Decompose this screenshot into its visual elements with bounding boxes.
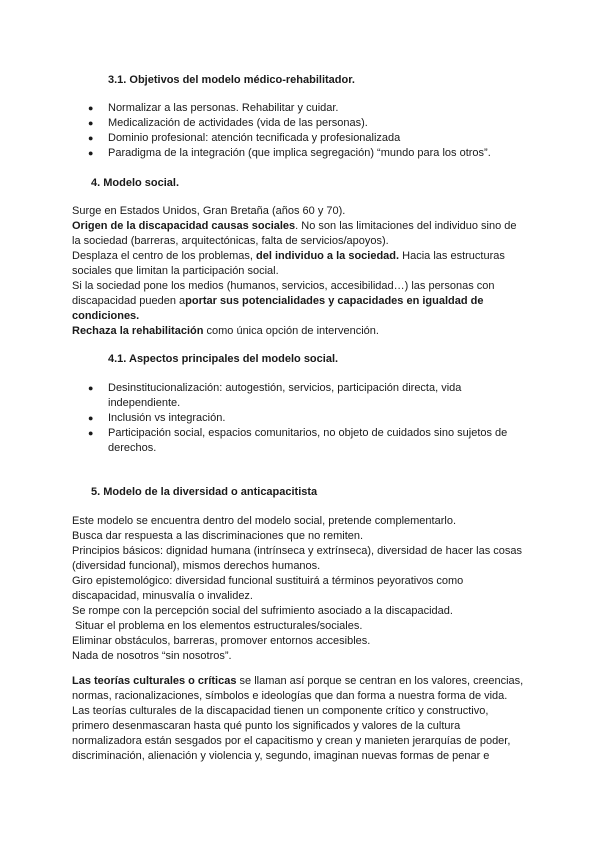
text: Hacia las estructuras bbox=[399, 250, 505, 262]
bullet-icon: ● bbox=[88, 133, 94, 143]
list-item: Dominio profesional: atención tecnificada y profesionalizada bbox=[108, 132, 401, 144]
heading-4-1: 4.1. Aspectos principales del modelo social. bbox=[108, 353, 339, 365]
paragraph-line: normalizadora están sesgados por el capacitismo y crean y manieten jerarquías de poder, bbox=[72, 735, 511, 747]
text: Desplaza el centro de los problemas, bbox=[72, 250, 257, 262]
paragraph-line: (diversidad funcional), mismos derechos humanos. bbox=[72, 560, 321, 572]
paragraph-line: Este modelo se encuentra dentro del modelo social, pretende complementarlo. bbox=[72, 515, 457, 527]
paragraph-line: Se rompe con la percepción social del sufrimiento asociado a la discapacidad. bbox=[72, 605, 453, 617]
bullet-icon: ● bbox=[88, 428, 94, 438]
paragraph-line: discapacidad, minusvalía o invalidez. bbox=[72, 590, 253, 602]
list-item: Inclusión vs integración. bbox=[108, 412, 226, 424]
list-item: Participación social, espacios comunitarios, no objeto de cuidados sino sujetos de bbox=[108, 427, 508, 439]
bold-text: condiciones. bbox=[72, 310, 140, 322]
paragraph-line: Nada de nosotros “sin nosotros”. bbox=[72, 650, 232, 662]
list-item-continuation: derechos. bbox=[108, 442, 157, 454]
paragraph-line bbox=[72, 674, 523, 689]
paragraph-line bbox=[72, 309, 139, 324]
paragraph-line bbox=[72, 324, 379, 339]
paragraph-line: discriminación, alienación y violencia y, segundo, imaginan nuevas formas de penar e bbox=[72, 750, 490, 762]
bold-text: Las teorías culturales o críticas bbox=[72, 675, 237, 687]
bullet-icon: ● bbox=[88, 148, 94, 158]
paragraph-line: Las teorías culturales de la discapacidad tienen un componente crítico y constructivo, bbox=[72, 705, 489, 717]
paragraph-line: Principios básicos: dignidad humana (intrínseca y extrínseca), diversidad de hacer las cosas bbox=[72, 545, 523, 557]
bold-text: Rechaza la rehabilitación bbox=[72, 325, 204, 337]
bullet-icon: ● bbox=[88, 383, 94, 393]
heading-3-1: 3.1. Objetivos del modelo médico-rehabilitador. bbox=[108, 74, 355, 86]
paragraph-line: Si la sociedad pone los medios (humanos, servicios, accesibilidad…) las personas con bbox=[72, 280, 495, 292]
bold-text: del individuo a la sociedad. bbox=[256, 250, 400, 262]
paragraph-line: Surge en Estados Unidos, Gran Bretaña (años 60 y 70). bbox=[72, 205, 346, 217]
list-item: Normalizar a las personas. Rehabilitar y cuidar. bbox=[108, 102, 339, 114]
bold-text: portar sus potencialidades y capacidades en igualdad de bbox=[185, 295, 484, 307]
list-item: Desinstitucionalización: autogestión, servicios, participación directa, vida bbox=[108, 382, 462, 394]
paragraph-line: Eliminar obstáculos, barreras, promover entornos accesibles. bbox=[72, 635, 371, 647]
list-item: Medicalización de actividades (vida de las personas). bbox=[108, 117, 368, 129]
paragraph-line bbox=[72, 219, 517, 234]
bold-text: Origen de la discapacidad causas sociales bbox=[72, 220, 296, 232]
text: discapacidad pueden a bbox=[72, 295, 186, 307]
bullet-icon: ● bbox=[88, 413, 94, 423]
paragraph-line: Busca dar respuesta a las discriminaciones que no remiten. bbox=[72, 530, 364, 542]
paragraph-line: Situar el problema en los elementos estructurales/sociales. bbox=[72, 620, 363, 632]
bullet-icon: ● bbox=[88, 118, 94, 128]
paragraph-line: sociales que limitan la participación social. bbox=[72, 265, 279, 277]
paragraph-line bbox=[72, 249, 505, 264]
bullet-icon: ● bbox=[88, 103, 94, 113]
text: . No son las limitaciones del individuo sino de bbox=[295, 220, 517, 232]
heading-4: 4. Modelo social. bbox=[91, 177, 180, 189]
text: como única opción de intervención. bbox=[203, 325, 379, 337]
paragraph-line: normas, racionalizaciones, símbolos e ideologías que dan forma a nuestra forma de vida. bbox=[72, 690, 508, 702]
list-item-continuation: independiente. bbox=[108, 397, 181, 409]
paragraph-line: Giro epistemológico: diversidad funcional sustituirá a términos peyorativos como bbox=[72, 575, 464, 587]
paragraph-line: primero desenmascaran hasta qué punto los significados y valores de la cultura bbox=[72, 720, 461, 732]
list-item: Paradigma de la integración (que implica segregación) “mundo para los otros”. bbox=[108, 147, 491, 159]
heading-5: 5. Modelo de la diversidad o anticapacitista bbox=[91, 486, 318, 498]
paragraph-line bbox=[72, 294, 483, 309]
paragraph-line: la sociedad (barreras, arquitectónicas, falta de servicios/apoyos). bbox=[72, 235, 389, 247]
text: se llaman así porque se centran en los valores, creencias, bbox=[236, 675, 524, 687]
